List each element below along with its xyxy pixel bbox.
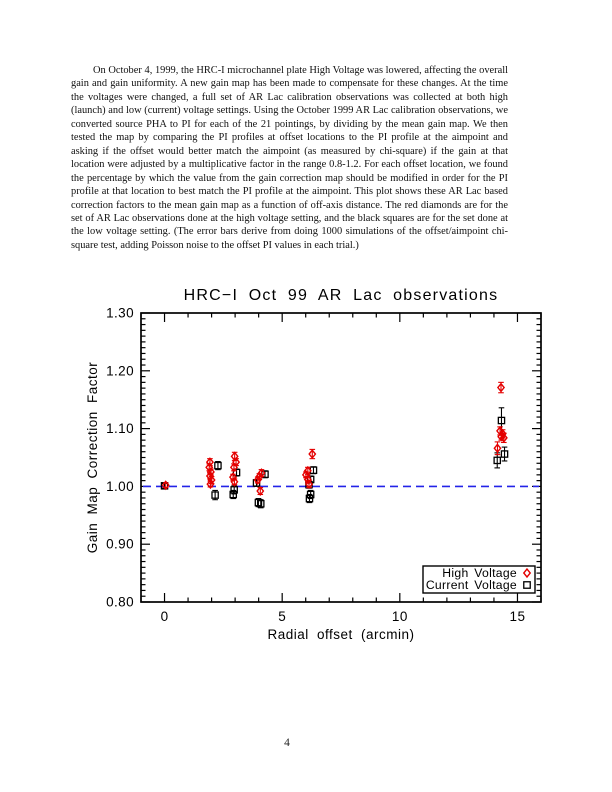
svg-text:1.30: 1.30 bbox=[106, 305, 134, 321]
svg-text:High Voltage: High Voltage bbox=[442, 566, 517, 580]
body-paragraph: On October 4, 1999, the HRC-I microchannel plate High Voltage was lowered, affecting the overall gain and gain uniformity. A new gain map has been made to compensate for these changes. At the time the voltages were changed, a full set of AR Lac calibration observations was collected at both high (launch) and low (current) voltage settings. Using the October 1999 AR Lac calibration observations, we converted source PHA to PI for each of the 21 pointings, by dividing by the mean gain map. We then tested the map by comparing the PI profiles at offset locations to the PI profile at the aimpoint and asking if the offset would better match the aimpoint (as measured by chi-square) if the gain at that location were adjusted by a multiplicative factor in the range 0.8-1.2. For each offset location, we found the percentage by which the value from the gain correction map should be modified in order for the PI profile at that location to best match the PI profile at the aimpoint. This plot shows these AR Lac based correction factors to the mean gain map as a function of off-axis distance. The red diamonds are for the set of AR Lac observations done at the high voltage setting, and the black squares are for the set done at the low voltage setting. (The error bars derive from doing 1000 simulations of the offset/aimpoint chi-square test, adding Poisson noise to the offset PI values in each trial.) bbox=[71, 65, 508, 251]
svg-text:1.10: 1.10 bbox=[106, 421, 134, 437]
chart-title: HRC−I Oct 99 AR Lac observations bbox=[183, 287, 499, 304]
scatter-chart bbox=[0, 270, 612, 660]
svg-text:1.20: 1.20 bbox=[106, 363, 134, 379]
svg-text:15: 15 bbox=[509, 609, 526, 624]
legend bbox=[423, 566, 535, 593]
series-high-voltage bbox=[163, 382, 507, 495]
y-axis-label: Gain Map Correction Factor bbox=[85, 361, 100, 554]
svg-text:0.80: 0.80 bbox=[106, 594, 134, 610]
svg-text:10: 10 bbox=[391, 609, 408, 624]
x-axis-label: Radial offset (arcmin) bbox=[267, 627, 415, 642]
svg-text:Current Voltage: Current Voltage bbox=[425, 578, 517, 592]
svg-text:0.90: 0.90 bbox=[106, 536, 134, 552]
series-current-voltage bbox=[161, 408, 507, 508]
page-number: 4 bbox=[284, 737, 290, 749]
svg-text:1.00: 1.00 bbox=[106, 478, 134, 494]
svg-text:0: 0 bbox=[160, 609, 169, 624]
axes bbox=[141, 313, 541, 602]
svg-text:5: 5 bbox=[278, 609, 287, 624]
